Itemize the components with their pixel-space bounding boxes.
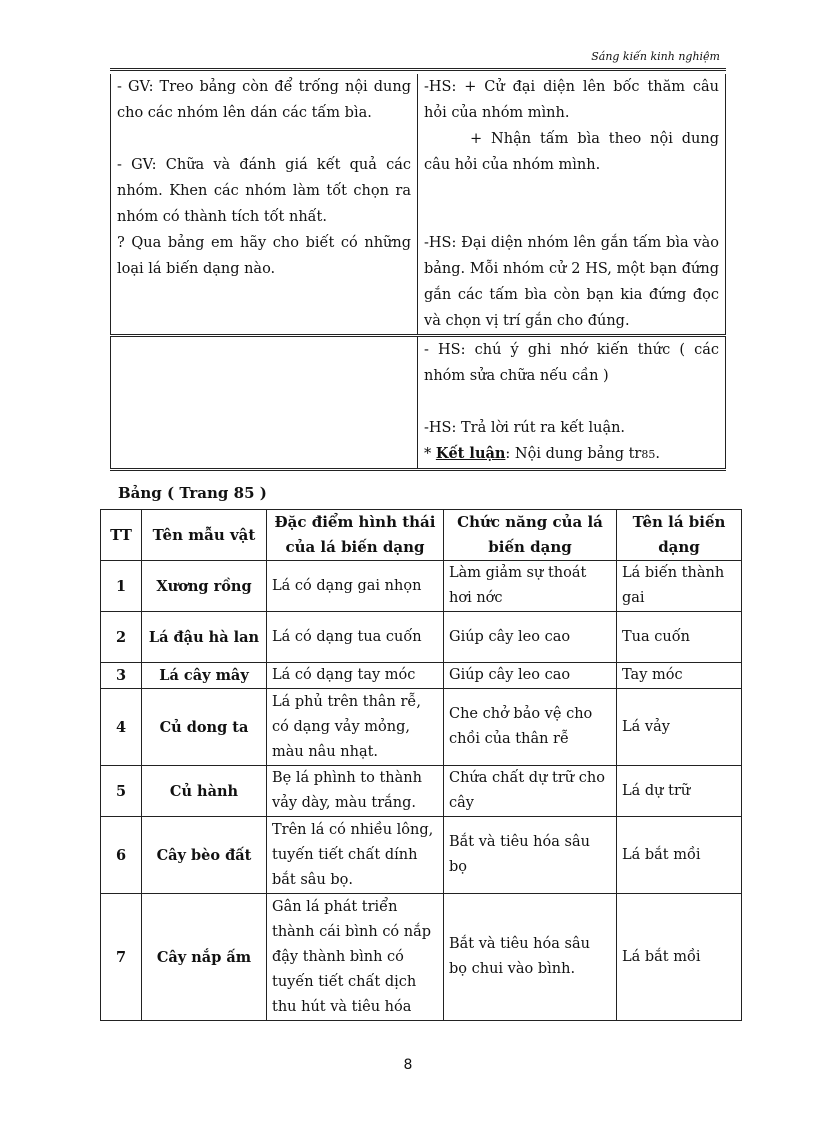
type-cell: Lá vảy [617,689,742,766]
row-number: 6 [101,817,142,894]
table-row [101,766,742,817]
student-activity-cell [418,74,726,336]
leaf-table [100,509,742,1021]
header-rule [110,68,726,71]
specimen-name: Củ hành [142,766,267,817]
type-cell: Lá bắt mồi [617,817,742,894]
function-cell: Chứa chất dự trữ cho cây [444,766,617,817]
conclusion-label: Kết luận [435,445,506,462]
column-header: TT [101,510,142,561]
function-cell: Làm giảm sự thoát hơi nớc [444,561,617,612]
feature-cell: Lá có dạng tay móc [267,663,444,689]
specimen-name: Cây bèo đất [142,817,267,894]
specimen-name: Xương rồng [142,561,267,612]
student-step: -HS: Trả lời rút ra kết luận. [424,420,626,436]
specimen-name: Củ dong ta [142,689,267,766]
activity-row [111,336,726,470]
teacher-activity-cell [111,74,418,336]
feature-cell: Bẹ lá phình to thành vảy dày, màu trắng. [267,766,444,817]
page-number: 8 [403,1057,413,1073]
teacher-activity-cell [111,336,418,470]
row-number: 7 [101,894,142,1021]
row-number: 2 [101,612,142,663]
row-number: 5 [101,766,142,817]
type-cell: Lá dự trữ [617,766,742,817]
conclusion: * Kết luận: Nội dung bảng tr85. [424,445,660,462]
function-cell: Bắt và tiêu hóa sâu bọ chui vào bình. [444,894,617,1021]
type-cell: Lá bắt mồi [617,894,742,1021]
column-header: Đặc điểm hình thái của lá biến dạng [267,510,444,561]
feature-cell: Gân lá phát triển thành cái bình có nắp đậy thành bình có tuyến tiết chất dịch thu hút và tiêu hóa [267,894,444,1021]
column-header: Tên mẫu vật [142,510,267,561]
teacher-step: - GV: Treo bảng còn để trống nội dung cho các nhóm lên dán các tấm bìa. [117,79,411,121]
student-activity-cell [418,336,726,470]
type-cell: Tay móc [617,663,742,689]
student-step: - HS: chú ý ghi nhớ kiến thức ( các nhóm sửa chữa nếu cần ) [424,342,719,384]
table-row [101,561,742,612]
table-row [101,894,742,1021]
specimen-name: Lá cây mây [142,663,267,689]
specimen-name: Lá đậu hà lan [142,612,267,663]
feature-cell: Lá có dạng gai nhọn [267,561,444,612]
feature-cell: Lá có dạng tua cuốn [267,612,444,663]
activity-table [110,74,726,471]
type-cell: Tua cuốn [617,612,742,663]
function-cell: Che chở bảo vệ cho chồi của thân rễ [444,689,617,766]
table-row [101,612,742,663]
student-step: -HS: Đại diện nhóm lên gắn tấm bìa vào bảng. Mỗi nhóm cử 2 HS, một bạn đứng gắn các tấm bìa còn bạn kia đứng đọc và chọn vị trí gắn cho đúng. [424,235,719,329]
table-row [101,689,742,766]
type-cell: Lá biến thành gai [617,561,742,612]
column-header: Tên lá biến dạng [617,510,742,561]
row-number: 1 [101,561,142,612]
row-number: 4 [101,689,142,766]
teacher-step: - GV: Chữa và đánh giá kết quả các nhóm. Khen các nhóm làm tốt chọn ra nhóm có thành tích tốt nhất. [117,157,411,225]
activity-row [111,74,726,336]
student-step: -HS: + Cử đại diện lên bốc thăm câu hỏi của nhóm mình. [424,79,719,121]
feature-cell: Lá phủ trên thân rễ, có dạng vảy mỏng, màu nâu nhạt. [267,689,444,766]
teacher-question: ? Qua bảng em hãy cho biết có những loại lá biến dạng nào. [117,235,411,277]
table-header-row [101,510,742,561]
function-cell: Giúp cây leo cao [444,612,617,663]
function-cell: Bắt và tiêu hóa sâu bọ [444,817,617,894]
specimen-name: Cây nắp ấm [142,894,267,1021]
row-number: 3 [101,663,142,689]
student-step: + Nhận tấm bìa theo nội dung câu hỏi của nhóm mình. [424,131,719,173]
page-header: Sáng kiến kinh nghiệm [591,50,720,63]
feature-cell: Trên lá có nhiều lông, tuyến tiết chất dính bắt sâu bọ. [267,817,444,894]
table-row [101,663,742,689]
column-header: Chức năng của lá biến dạng [444,510,617,561]
table-title: Bảng ( Trang 85 ) [118,484,267,502]
table-row [101,817,742,894]
function-cell: Giúp cây leo cao [444,663,617,689]
